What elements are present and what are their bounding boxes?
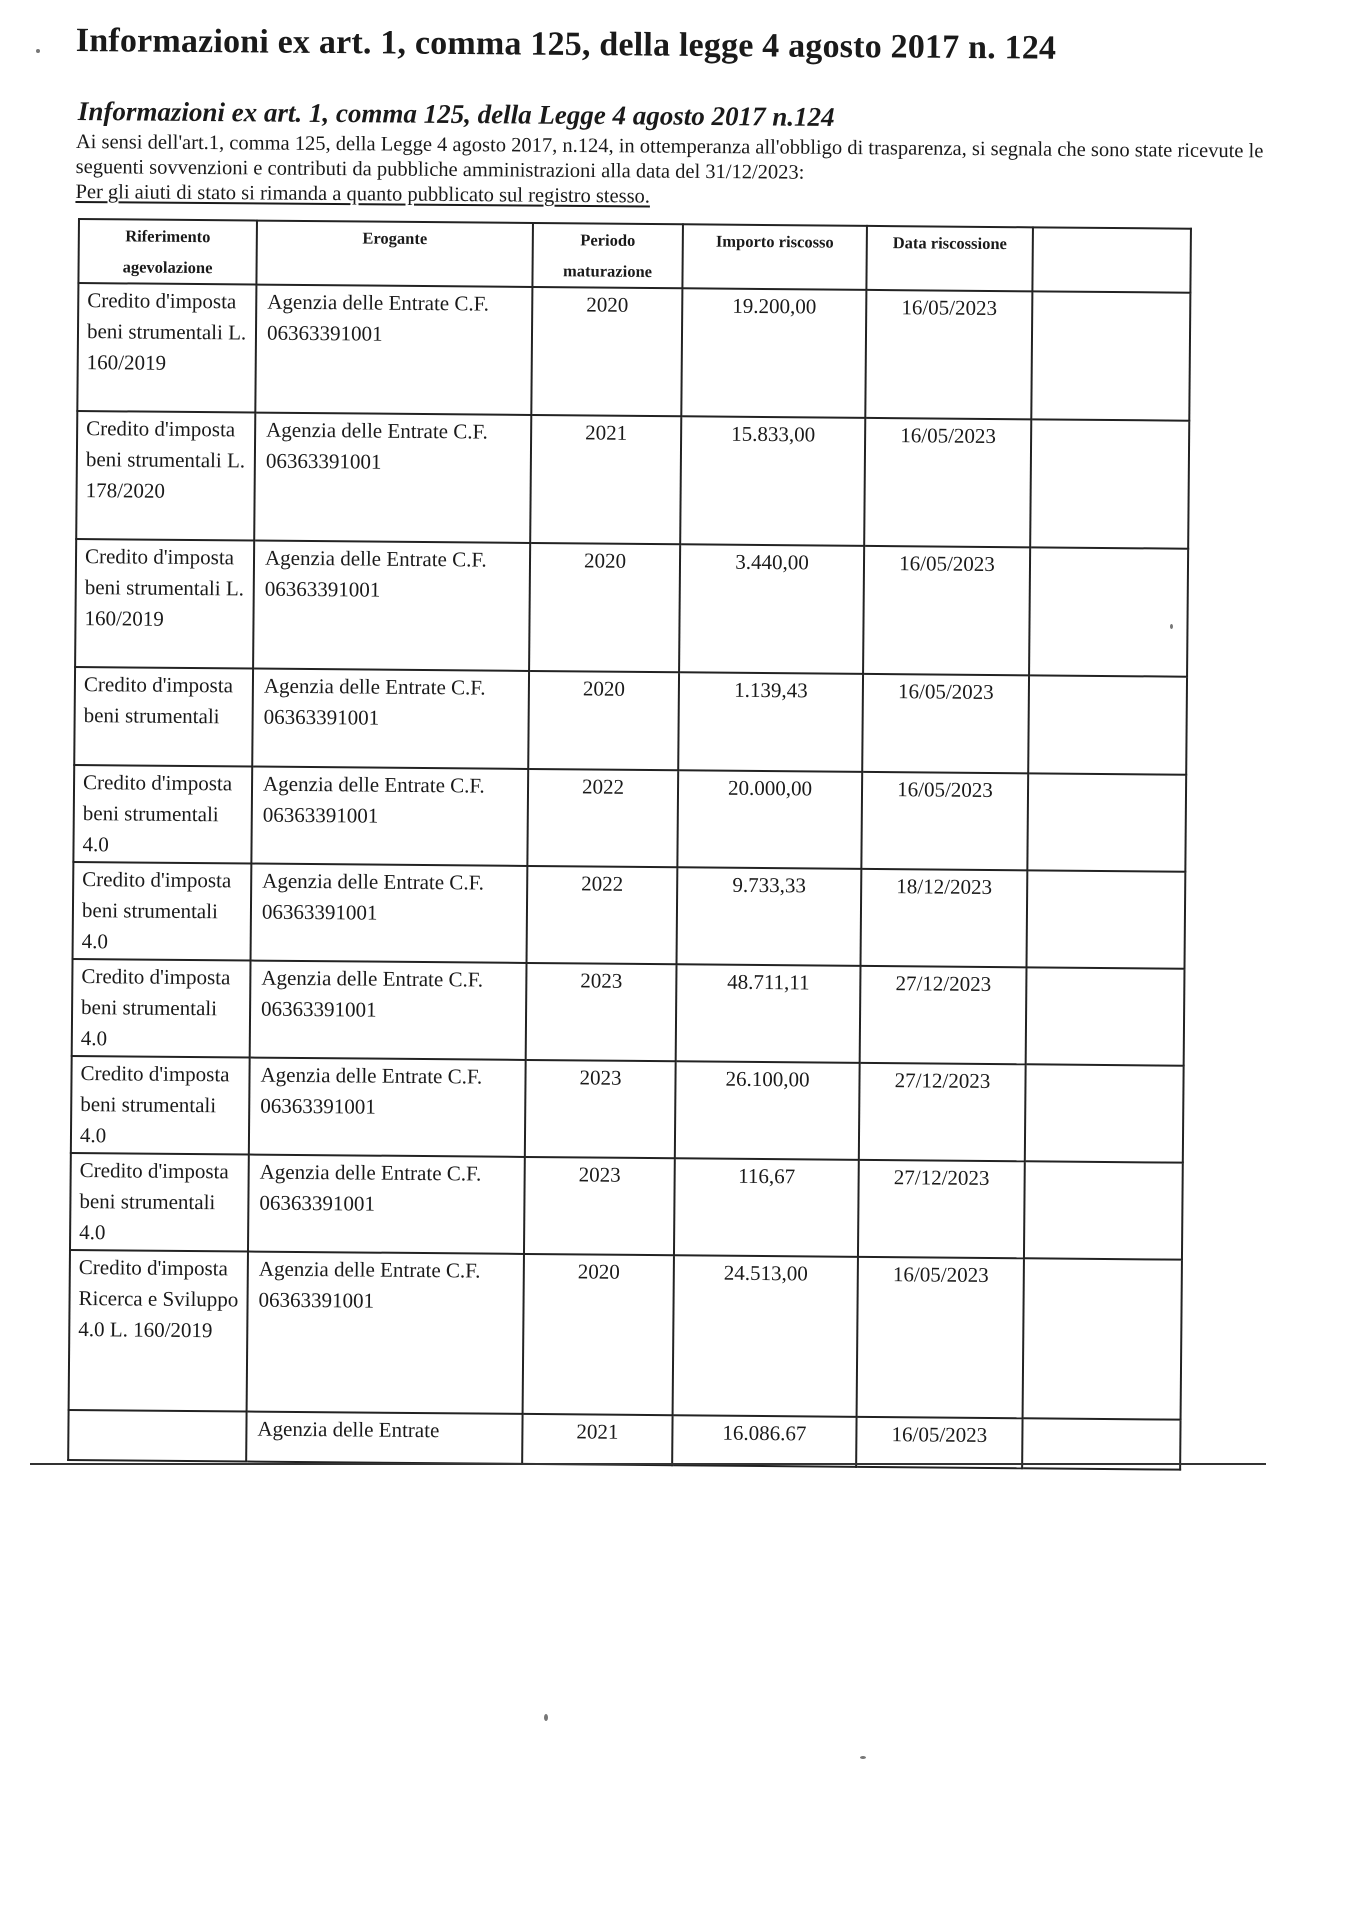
cell-importo: 20.000,00 bbox=[677, 770, 862, 869]
scan-speck bbox=[36, 49, 40, 53]
table-row bbox=[75, 539, 1188, 677]
cell-importo: 26.100,00 bbox=[675, 1061, 860, 1160]
cell-periodo: 2020 bbox=[528, 671, 679, 770]
cell-erogante: Agenzia delle Entrate C.F. 06363391001 bbox=[248, 1155, 525, 1254]
cell-importo: 48.711,11 bbox=[676, 964, 861, 1063]
cell-empty bbox=[1025, 1064, 1184, 1162]
cell-periodo: 2022 bbox=[527, 769, 678, 867]
cell-data: 16/05/2023 bbox=[864, 418, 1031, 547]
cell-riferimento: Credito d'imposta Ricerca e Sviluppo 4.0 L. 160/2019 bbox=[69, 1250, 248, 1412]
cell-data: 18/12/2023 bbox=[861, 869, 1028, 967]
scan-speck bbox=[860, 1756, 866, 1759]
cell-importo: 16.086.67 bbox=[672, 1415, 856, 1467]
cell-empty bbox=[1026, 870, 1185, 968]
header-riferimento: Riferimento agevolazione bbox=[78, 219, 257, 285]
cell-erogante: Agenzia delle Entrate C.F. 06363391001 bbox=[251, 864, 528, 963]
table-row bbox=[71, 1056, 1184, 1163]
page-title: Informazioni ex art. 1, comma 125, della legge 4 agosto 2017 n. 124 bbox=[75, 22, 1057, 67]
cell-riferimento: Credito d'imposta beni strumentali L. 178/2020 bbox=[76, 411, 255, 541]
cell-data: 16/05/2023 bbox=[861, 772, 1028, 870]
cell-data: 16/05/2023 bbox=[857, 1257, 1024, 1418]
cell-empty bbox=[1022, 1418, 1180, 1469]
cell-empty bbox=[1029, 547, 1188, 676]
cell-erogante: Agenzia delle Entrate C.F. 06363391001 bbox=[247, 1252, 524, 1414]
header-periodo: Periodo maturazione bbox=[532, 223, 683, 288]
cell-riferimento: Credito d'imposta beni strumentali 4.0 bbox=[70, 1153, 249, 1252]
cell-riferimento bbox=[68, 1410, 246, 1462]
scan-speck bbox=[544, 1714, 548, 1721]
intro-text bbox=[75, 130, 1266, 214]
cell-importo: 9.733,33 bbox=[677, 867, 862, 966]
header-extra bbox=[1032, 227, 1191, 292]
intro-note: Per gli aiuti di stato si rimanda a quanto pubblicato sul registro stesso. bbox=[75, 180, 651, 208]
cell-empty bbox=[1026, 967, 1185, 1065]
cell-riferimento: Credito d'imposta beni strumentali 4.0 bbox=[73, 765, 252, 864]
cell-periodo: 2023 bbox=[525, 1060, 676, 1158]
cell-riferimento: Credito d'imposta beni strumentali 4.0 bbox=[72, 959, 251, 1058]
cell-importo: 1.139,43 bbox=[678, 672, 863, 772]
cell-empty bbox=[1031, 291, 1190, 420]
table-row bbox=[68, 1410, 1180, 1470]
cell-periodo: 2022 bbox=[527, 866, 678, 964]
cell-empty bbox=[1028, 675, 1187, 774]
cell-importo: 116,67 bbox=[674, 1158, 859, 1257]
scan-speck bbox=[1170, 624, 1173, 629]
table-row bbox=[74, 667, 1187, 775]
table-row bbox=[73, 765, 1186, 872]
table-row bbox=[69, 1250, 1182, 1420]
grants-table-wrapper bbox=[67, 218, 1190, 1471]
cell-periodo: 2020 bbox=[523, 1254, 674, 1415]
cell-importo: 3.440,00 bbox=[679, 544, 864, 674]
table-row bbox=[73, 862, 1186, 969]
table-header-row bbox=[78, 219, 1191, 293]
cell-empty bbox=[1030, 419, 1189, 548]
cell-erogante: Agenzia delle Entrate C.F. 06363391001 bbox=[252, 669, 529, 769]
header-importo: Importo riscosso bbox=[682, 224, 867, 290]
cell-erogante: Agenzia delle Entrate C.F. 06363391001 bbox=[251, 767, 528, 866]
cell-data: 16/05/2023 bbox=[856, 1417, 1022, 1468]
cell-empty bbox=[1023, 1258, 1182, 1419]
cell-importo: 19.200,00 bbox=[681, 288, 866, 418]
table-row bbox=[72, 959, 1185, 1066]
cell-data: 16/05/2023 bbox=[862, 674, 1029, 773]
cell-erogante: Agenzia delle Entrate C.F. 06363391001 bbox=[250, 961, 527, 1060]
cell-periodo: 2021 bbox=[522, 1414, 672, 1465]
cell-periodo: 2020 bbox=[531, 287, 682, 416]
cell-data: 27/12/2023 bbox=[859, 1063, 1026, 1161]
cell-periodo: 2023 bbox=[526, 963, 677, 1061]
cell-data: 27/12/2023 bbox=[860, 966, 1027, 1064]
cell-riferimento: Credito d'imposta beni strumentali bbox=[74, 667, 253, 767]
table-row bbox=[77, 283, 1190, 421]
cell-riferimento: Credito d'imposta beni strumentali L. 160/2019 bbox=[75, 539, 254, 669]
cell-erogante: Agenzia delle Entrate C.F. 06363391001 bbox=[255, 285, 532, 415]
table-body bbox=[68, 283, 1190, 1470]
cell-importo: 24.513,00 bbox=[673, 1255, 858, 1417]
intro-paragraph: Ai sensi dell'art.1, comma 125, della Legge 4 agosto 2017, n.124, in ottemperanza all'obbligo di trasparenza, si segnala che sono state ricevute le seguenti sovvenzioni e contributi da pubbliche amministrazioni alla data del 31/12/2023: bbox=[75, 130, 1264, 184]
cell-riferimento: Credito d'imposta beni strumentali L. 160/2019 bbox=[77, 283, 256, 413]
grants-table bbox=[67, 218, 1192, 1471]
cell-data: 16/05/2023 bbox=[865, 290, 1032, 419]
header-erogante: Erogante bbox=[256, 221, 533, 287]
section-subtitle: Informazioni ex art. 1, comma 125, della Legge 4 agosto 2017 n.124 bbox=[77, 96, 835, 132]
cell-riferimento: Credito d'imposta beni strumentali 4.0 bbox=[71, 1056, 250, 1155]
cell-periodo: 2020 bbox=[529, 543, 680, 672]
cell-erogante: Agenzia delle Entrate C.F. 06363391001 bbox=[254, 413, 531, 543]
table-row bbox=[76, 411, 1189, 549]
cell-erogante: Agenzia delle Entrate bbox=[246, 1412, 522, 1464]
cell-data: 27/12/2023 bbox=[858, 1160, 1025, 1258]
cell-erogante: Agenzia delle Entrate C.F. 06363391001 bbox=[253, 541, 530, 671]
bottom-divider bbox=[30, 1463, 1266, 1465]
cell-periodo: 2021 bbox=[530, 415, 681, 544]
header-data: Data riscossione bbox=[866, 226, 1033, 291]
cell-periodo: 2023 bbox=[524, 1157, 675, 1255]
table-row bbox=[70, 1153, 1183, 1260]
cell-empty bbox=[1027, 773, 1186, 871]
cell-erogante: Agenzia delle Entrate C.F. 06363391001 bbox=[249, 1058, 526, 1157]
cell-riferimento: Credito d'imposta beni strumentali 4.0 bbox=[73, 862, 252, 961]
cell-empty bbox=[1024, 1161, 1183, 1259]
cell-data: 16/05/2023 bbox=[863, 546, 1030, 675]
cell-importo: 15.833,00 bbox=[680, 416, 865, 546]
